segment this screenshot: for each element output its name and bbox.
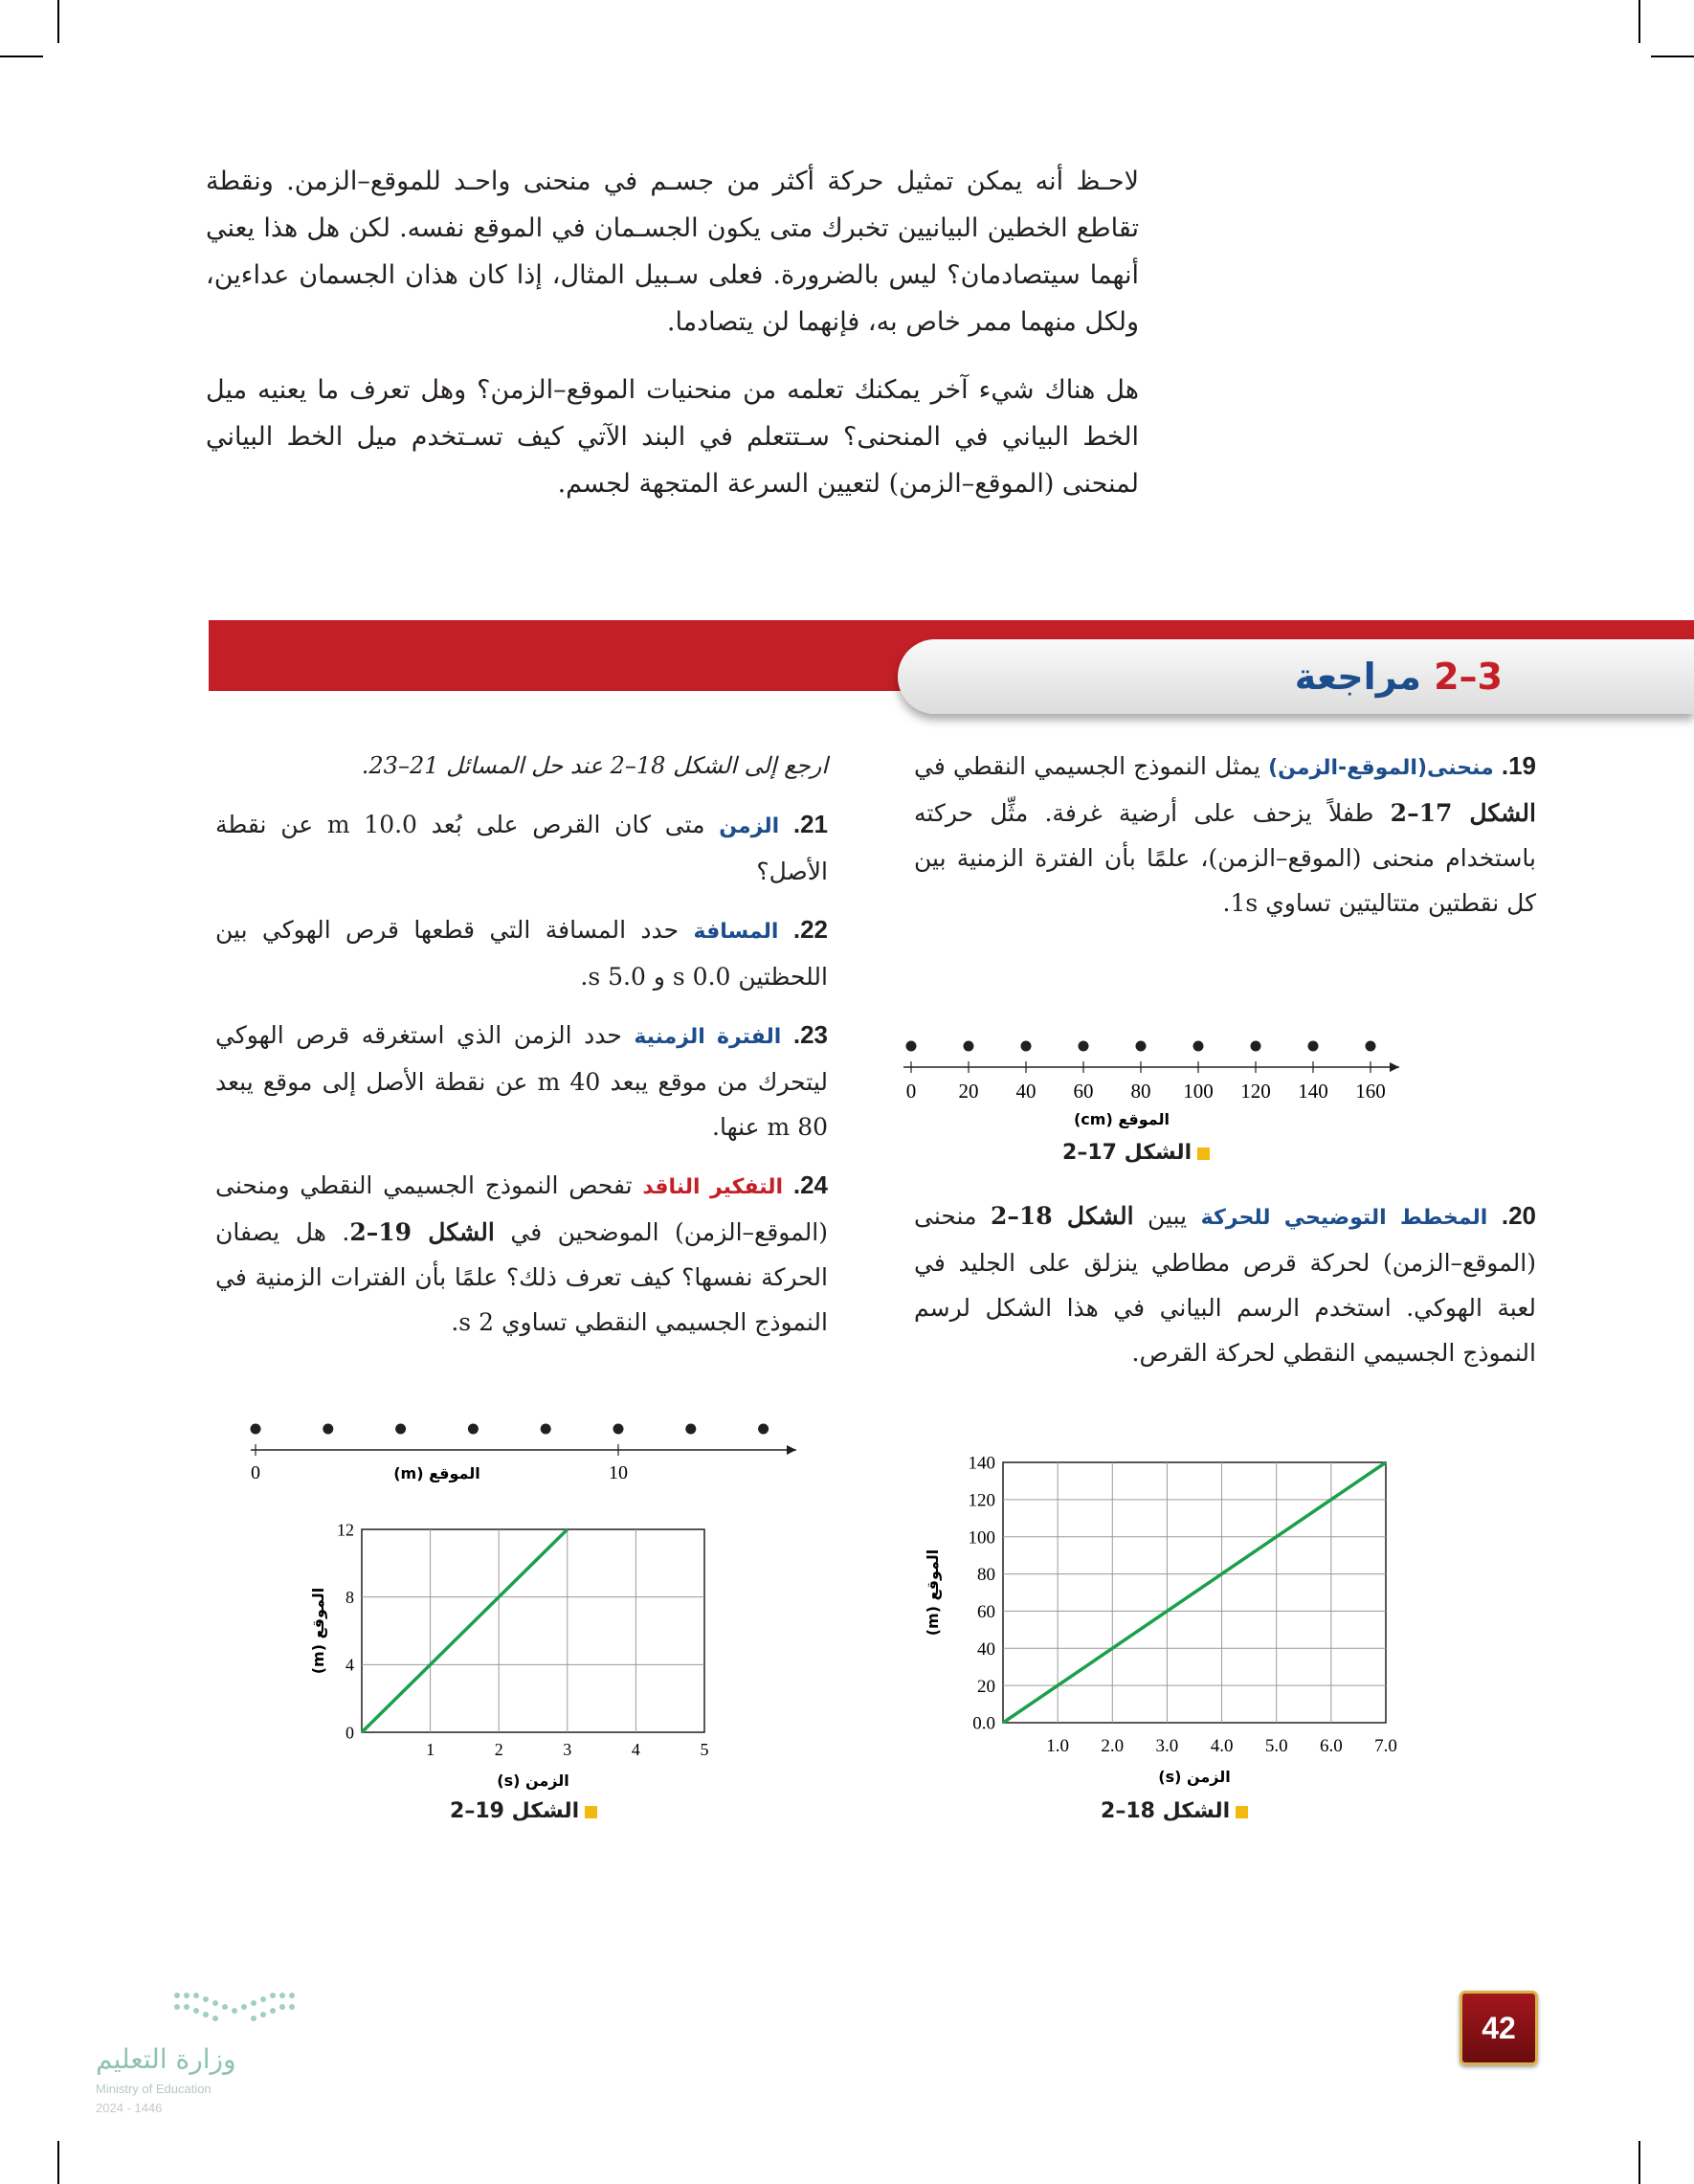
plot-area bbox=[362, 1529, 704, 1732]
question-22 bbox=[215, 907, 828, 999]
figure-reference: الشكل 19–2 bbox=[349, 1218, 495, 1246]
question-text: تفحص النموذج الجسيمي النقطي ومنحنى (الموقع–الزمن) الموضحين في bbox=[215, 1171, 828, 1246]
ministry-logo bbox=[91, 1986, 321, 2120]
figure-19-chart bbox=[287, 1512, 747, 1790]
figure-18-chart bbox=[919, 1453, 1436, 1786]
x-tick-label: 1.0 bbox=[1046, 1736, 1070, 1756]
question-text: طفلاً يزحف على أرضية غرفة. مثِّل حركته باستخدام منحنى (الموقع–الزمن)، علمًا بأن الفترة الزمنية بين كل نقطتين متتاليتين تساوي 1s. bbox=[914, 799, 1536, 917]
question-text: متى كان القرص على بُعد 10.0 m عن نقطة الأصل؟ bbox=[215, 811, 828, 885]
x-tick-label: 5.0 bbox=[1264, 1736, 1288, 1756]
data-point bbox=[541, 1424, 551, 1435]
data-point bbox=[758, 1424, 769, 1435]
questions-intro: ارجع إلى الشكل 18–2 عند حل المسائل 21–23. bbox=[361, 752, 828, 779]
y-tick-label: 4 bbox=[345, 1655, 354, 1675]
question-number: 23. bbox=[792, 1020, 828, 1049]
question-text: يبين bbox=[1133, 1202, 1201, 1230]
question-keyword: المخطط التوضيحي للحركة bbox=[1200, 1206, 1488, 1230]
question-keyword: المسافة bbox=[693, 920, 779, 944]
left-column bbox=[215, 744, 828, 1358]
arrow-head-icon bbox=[1390, 1062, 1399, 1072]
data-point bbox=[1251, 1041, 1261, 1052]
question-19 bbox=[914, 744, 1536, 925]
intro-text bbox=[206, 158, 1139, 528]
crop-mark bbox=[57, 2141, 59, 2184]
question-text: حدد المسافة التي قطعها قرص الهوكي بين اللحظتين 0.0 s و 5.0 s. bbox=[215, 916, 828, 991]
figure-19-caption bbox=[450, 1799, 597, 1823]
data-point bbox=[251, 1424, 261, 1435]
figure-17-dot-diagram bbox=[890, 1014, 1464, 1129]
logo-english-text: Ministry of Education bbox=[96, 2082, 212, 2096]
data-point bbox=[685, 1424, 696, 1435]
figure-18-caption bbox=[1101, 1799, 1248, 1823]
y-tick-label: 20 bbox=[977, 1676, 995, 1697]
intro-paragraph-2: هل هناك شيء آخر يمكنك تعلمه من منحنيات الموقع–الزمن؟ وهل تعرف ما يعنيه ميل الخط البياني في المنحنى؟ سـتتعلم في البند الآتي كيف تسـتخدم ميل الخط البياني لمنحنى (الموقع–الزمن) لتعيين السرعة المتجهة لجسم. bbox=[206, 375, 1139, 499]
data-point bbox=[1193, 1041, 1204, 1052]
x-tick-label: 5 bbox=[700, 1740, 709, 1759]
x-tick-label: 2 bbox=[494, 1740, 503, 1759]
figure-19-dot-diagram bbox=[230, 1397, 804, 1503]
right-column bbox=[914, 744, 1536, 939]
tick-label: 140 bbox=[1298, 1080, 1328, 1103]
x-tick-label: 3 bbox=[563, 1740, 572, 1759]
page-number: 42 bbox=[1460, 1991, 1538, 2065]
question-21 bbox=[215, 802, 828, 894]
logo-arabic-text: وزارة التعليم bbox=[96, 2043, 236, 2075]
tick-label: 120 bbox=[1240, 1080, 1271, 1103]
caption-text: الشكل 17–2 bbox=[1062, 1141, 1192, 1165]
y-axis-label: الموقع (m) bbox=[924, 1549, 942, 1637]
tick-label: 80 bbox=[1130, 1080, 1151, 1103]
logo-dots-icon bbox=[167, 1986, 311, 2043]
tick-label: 0 bbox=[251, 1462, 260, 1483]
caption-text: الشكل 19–2 bbox=[450, 1799, 580, 1823]
question-text: حدد الزمن الذي استغرقه قرص الهوكي ليتحرك من موقع يبعد 40 m عن نقطة الأصل إلى موقع يبعد 80 m عنها. bbox=[215, 1021, 828, 1141]
question-text: يمثل النموذج الجسيمي النقطي في bbox=[914, 752, 1269, 780]
figure-reference: الشكل 18–2 bbox=[990, 1202, 1134, 1230]
question-number: 24. bbox=[792, 1170, 828, 1199]
question-20 bbox=[914, 1193, 1536, 1375]
y-tick-label: 0 bbox=[345, 1723, 354, 1743]
intro-paragraph-1: لاحـظ أنه يمكن تمثيل حركة أكثر من جسـم في منحنى واحـد للموقع–الزمن. ونقطة تقاطع الخطين البيانيين تخبرك متى يكون الجسـمان في الموقع نفسه. لكن هل هذا يعني أنهما سيتصادمان؟ ليس بالضرورة. فعلى سـبيل المثال، إذا كان هذان الجسمان عداءين، ولكل منهما ممر خاص به، فإنهما لن يتصادما. bbox=[206, 167, 1139, 337]
caption-marker bbox=[1236, 1806, 1248, 1818]
figure-reference: الشكل 17–2 bbox=[1390, 799, 1536, 827]
y-tick-label: 140 bbox=[968, 1453, 995, 1474]
tick-label: 60 bbox=[1073, 1080, 1094, 1103]
y-tick-label: 80 bbox=[977, 1565, 995, 1586]
x-tick-label: 4 bbox=[631, 1740, 640, 1759]
axis-label: الموقع (cm) bbox=[1073, 1110, 1170, 1128]
y-tick-label: 40 bbox=[977, 1638, 995, 1660]
crop-mark bbox=[0, 56, 43, 57]
data-point bbox=[1366, 1041, 1376, 1052]
y-tick-label: 60 bbox=[977, 1602, 995, 1623]
data-point bbox=[906, 1041, 917, 1052]
y-tick-label: 100 bbox=[968, 1527, 995, 1549]
tick-label: 160 bbox=[1355, 1080, 1386, 1103]
question-keyword: التفكير الناقد bbox=[642, 1175, 784, 1199]
data-point bbox=[1021, 1041, 1032, 1052]
data-point bbox=[323, 1424, 333, 1435]
question-keyword: منحنى(الموقع-الزمن) bbox=[1268, 756, 1494, 780]
data-point bbox=[613, 1424, 624, 1435]
x-axis-label: الزمن (s) bbox=[497, 1772, 569, 1790]
x-axis-label: الزمن (s) bbox=[1158, 1768, 1231, 1786]
caption-marker bbox=[585, 1806, 597, 1818]
question-number: 21. bbox=[792, 810, 828, 838]
question-number: 22. bbox=[792, 915, 828, 944]
x-tick-label: 6.0 bbox=[1319, 1736, 1343, 1756]
data-point bbox=[1136, 1041, 1147, 1052]
data-point bbox=[964, 1041, 974, 1052]
section-title bbox=[1254, 639, 1503, 714]
x-tick-label: 7.0 bbox=[1374, 1736, 1397, 1756]
x-tick-label: 4.0 bbox=[1210, 1736, 1234, 1756]
tick-label: 40 bbox=[1015, 1080, 1036, 1103]
question-number: 20. bbox=[1501, 1201, 1536, 1230]
question-number: 19. bbox=[1501, 751, 1537, 780]
x-tick-label: 2.0 bbox=[1101, 1736, 1125, 1756]
crop-mark bbox=[1638, 2141, 1640, 2184]
right-column-q20 bbox=[914, 1193, 1536, 1389]
tick-label: 100 bbox=[1183, 1080, 1214, 1103]
figure-17-caption bbox=[1062, 1141, 1210, 1165]
crop-mark bbox=[1651, 56, 1694, 57]
y-tick-label: 0.0 bbox=[972, 1713, 995, 1734]
y-axis-label: الموقع (m) bbox=[309, 1587, 327, 1675]
caption-marker bbox=[1197, 1148, 1210, 1160]
section-number: 3–2 bbox=[1434, 656, 1503, 698]
y-tick-label: 8 bbox=[345, 1587, 354, 1607]
crop-mark bbox=[57, 0, 59, 43]
question-text: منحنى (الموقع–الزمن) لحركة قرص مطاطي ينزلق على الجليد في لعبة الهوكي. استخدم الرسم البياني في هذا الشكل لرسم النموذج الجسيمي النقطي لحركة القرص. bbox=[914, 1202, 1536, 1367]
tick-label: 10 bbox=[609, 1462, 628, 1483]
tick-label: 20 bbox=[958, 1080, 979, 1103]
y-tick-label: 120 bbox=[968, 1490, 995, 1511]
caption-text: الشكل 18–2 bbox=[1101, 1799, 1231, 1823]
arrow-head-icon bbox=[787, 1445, 796, 1455]
question-24 bbox=[215, 1163, 828, 1345]
question-23 bbox=[215, 1013, 828, 1149]
data-point bbox=[1079, 1041, 1089, 1052]
question-text: . هل يصفان الحركة نفسها؟ كيف تعرف ذلك؟ علمًا بأن الفترات الزمنية في النموذج الجسيمي النقطي تساوي 2 s. bbox=[215, 1218, 828, 1336]
crop-mark bbox=[1638, 0, 1640, 43]
data-point bbox=[395, 1424, 406, 1435]
axis-label: الموقع (m) bbox=[393, 1464, 480, 1482]
question-keyword: الزمن bbox=[719, 814, 780, 838]
x-tick-label: 3.0 bbox=[1155, 1736, 1179, 1756]
data-point bbox=[468, 1424, 479, 1435]
y-tick-label: 12 bbox=[337, 1520, 354, 1540]
section-word: مراجعة bbox=[1294, 656, 1421, 698]
tick-label: 0 bbox=[905, 1080, 917, 1103]
x-tick-label: 1 bbox=[426, 1740, 435, 1759]
logo-year-text: 2024 - 1446 bbox=[96, 2101, 163, 2115]
question-keyword: الفترة الزمنية bbox=[634, 1025, 782, 1049]
data-point bbox=[1308, 1041, 1319, 1052]
